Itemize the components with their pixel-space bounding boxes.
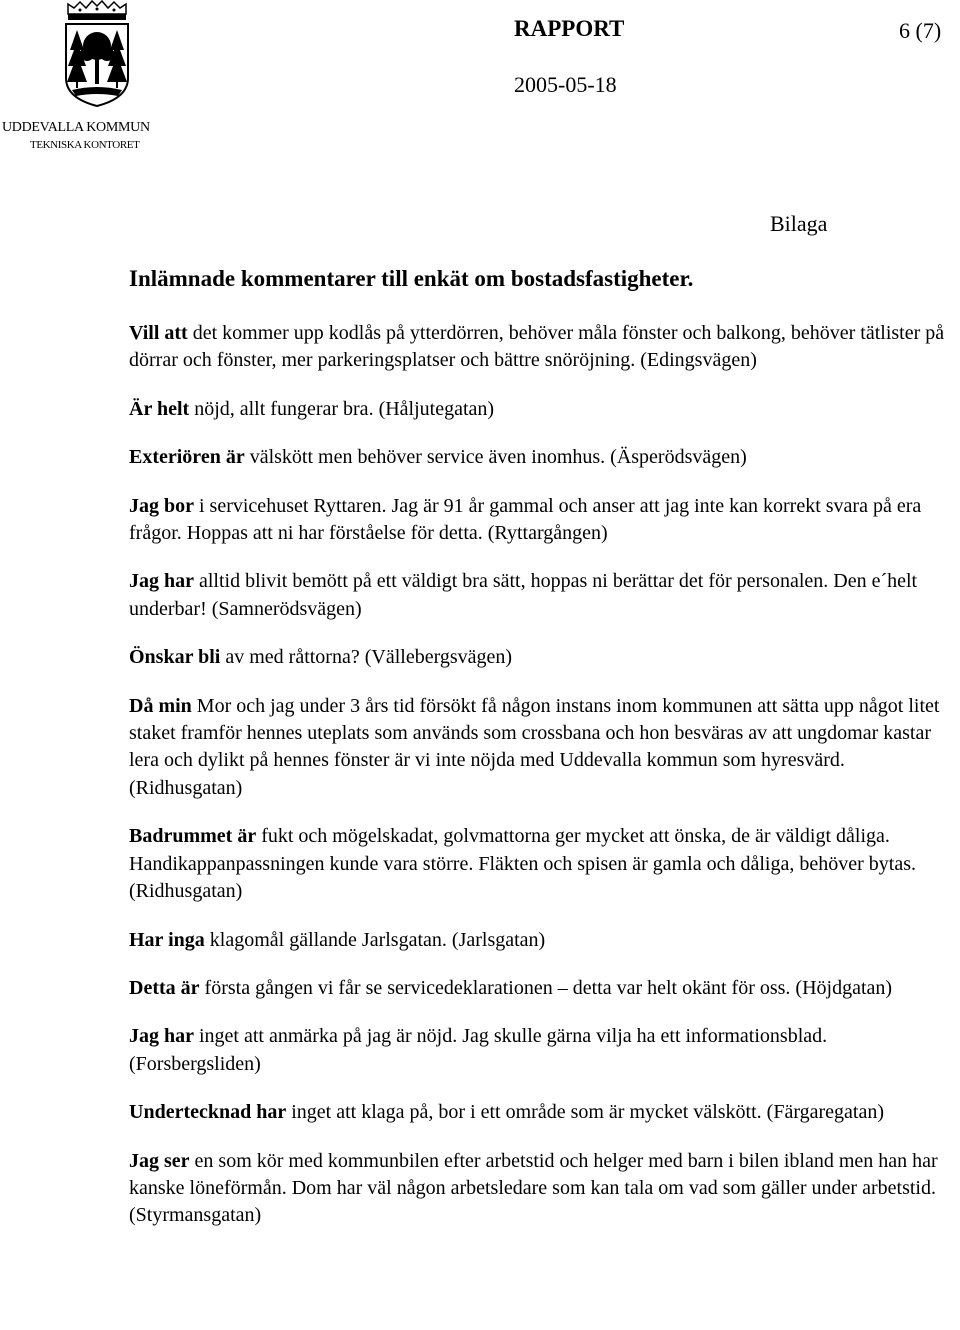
page-number: 6 (7) — [899, 18, 942, 43]
comment-text: i servicehuset Ryttaren. Jag är 91 år gammal och anser att jag inte kan korrekt svara på era frågor. Hoppas att ni har förståelse för detta. (Ryttargången) — [129, 494, 922, 545]
comment-item — [129, 320, 959, 375]
comment-text: alltid blivit bemött på ett väldigt bra sätt, hoppas ni berättar det för personalen. Den e´helt underbar! (Samnerödsvägen) — [129, 570, 918, 620]
comment-text: inget att klaga på, bor i ett område som är mycket välskött. (Färgaregatan) — [286, 1101, 884, 1124]
comment-lead: Är helt — [129, 397, 190, 420]
comment-lead: Jag har — [129, 570, 194, 593]
comment-text: av med råttorna? (Vällebergsvägen) — [220, 646, 513, 669]
comment-item — [129, 693, 959, 803]
attachment-label: Bilaga — [770, 211, 828, 236]
comment-lead: Undertecknad har — [129, 1101, 287, 1124]
document-date: 2005-05-18 — [514, 72, 617, 97]
comment-lead: Vill att — [129, 322, 188, 344]
comment-item — [129, 568, 959, 623]
comment-lead: Jag bor — [129, 494, 194, 517]
comment-item — [129, 1148, 959, 1230]
comment-item — [129, 644, 959, 671]
comment-text: första gången vi får se servicedeklarationen – detta var helt okänt för oss. (Höjdgatan) — [199, 976, 893, 999]
comment-text: välskött men behöver service även inomhus. (Äsperödsvägen) — [244, 446, 747, 469]
comment-item — [129, 1099, 959, 1126]
comment-item — [129, 823, 959, 905]
comment-text: klagomål gällande Jarlsgatan. (Jarlsgatan) — [204, 928, 546, 951]
comment-text: det kommer upp kodlås på ytterdörren, behöver måla fönster och balkong, behöver tätlister på dörrar och fönster, mer parkeringsplatser och bättre snöröjning. (Edingsvägen) — [129, 322, 945, 372]
organization-name: UDDEVALLA KOMMUN — [2, 120, 150, 135]
comment-lead: Jag har — [129, 1025, 194, 1048]
comment-item — [129, 444, 959, 471]
comment-text: inget att anmärka på jag är nöjd. Jag skulle gärna vilja ha ett informationsblad. (Forsbergsliden) — [129, 1025, 828, 1075]
page-title: Inlämnade kommentarer till enkät om bostadsfastigheter. — [129, 266, 694, 291]
comment-item — [129, 396, 959, 423]
comment-lead: Då min — [129, 694, 192, 717]
comment-lead: Detta är — [129, 976, 200, 999]
comment-lead: Jag ser — [129, 1149, 190, 1172]
comment-text: fukt och mögelskadat, golvmattorna ger mycket att önska, de är väldigt dåliga. Handikappanpassningen kunde vara större. Fläkten och spisen är gamla och dåliga, behöver bytas. (Ridhusgatan) — [129, 825, 916, 903]
comment-lead: Exteriören är — [129, 446, 245, 469]
comment-lead: Badrummet är — [129, 825, 257, 848]
comment-lead: Önskar bli — [129, 646, 221, 669]
document-type: RAPPORT — [514, 16, 625, 41]
coat-of-arms-icon — [60, 0, 134, 108]
comment-item — [129, 927, 959, 954]
comment-item — [129, 975, 959, 1002]
comment-text: en som kör med kommunbilen efter arbetstid och helger med barn i bilen ibland men han har kanske löneförmån. Dom har väl någon arbetsledare som kan tala om vad som gäller under arbetstid. (Styrmansgatan) — [129, 1149, 938, 1227]
organization-department: TEKNISKA KONTORET — [30, 139, 140, 151]
comment-item — [129, 493, 959, 548]
comment-item — [129, 1023, 959, 1078]
comment-text: nöjd, allt fungerar bra. (Håljutegatan) — [189, 397, 495, 420]
comment-lead: Har inga — [129, 928, 205, 951]
comment-list — [129, 320, 959, 1251]
comment-text: Mor och jag under 3 års tid försökt få någon instans inom kommunen att sätta upp något litet staket framför hennes uteplats som används som crossbana och hon besväras av att ungdomar kastar lera och dylikt på hennes fönster är vi inte nöjda med Uddevalla kommun som hyresvärd. (Ridhusgatan) — [129, 694, 940, 799]
